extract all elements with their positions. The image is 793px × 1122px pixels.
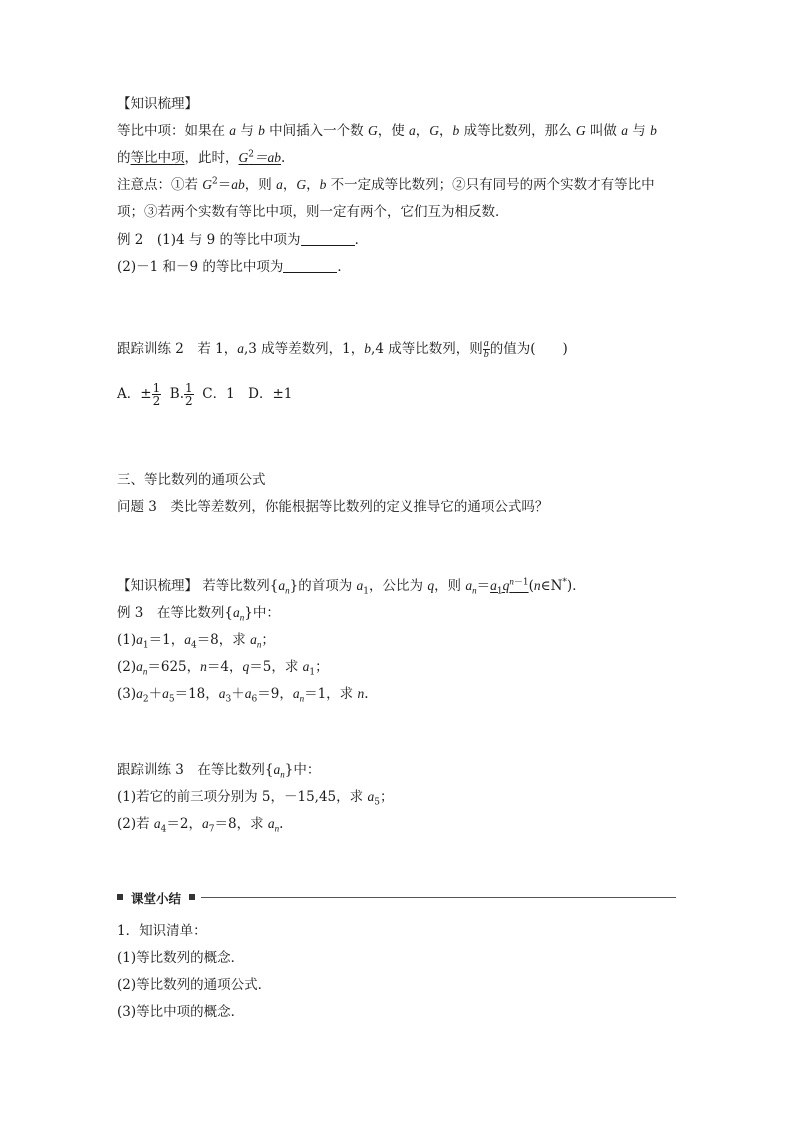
example-3-item-3: $(3)a_2+a_5=18$，$a_3+a_6=9$，$a_n=1$，求 n. [117,686,369,705]
summary-section-bar [117,889,676,907]
practice-3-item-2: (2)若 $a_4=2$，$a_7=8$，求 $a_n$. [117,816,284,835]
practice-3-item-1: (1)若它的前三项分别为 5，－15,45，求 $a_5$； [117,789,394,808]
summary-item-1: 1．知识清单： [117,923,207,939]
summary-item-2: (1)等比数列的概念． [117,950,245,966]
square-marker-icon [117,894,123,900]
option-c-d[interactable]: C．1 D．±1 [202,386,293,402]
answer-blank[interactable] [301,231,355,246]
fraction-a-over-b: $\frac{a}{b}$ [483,338,489,360]
section-3-title: 三、等比数列的通项公式 [117,472,266,488]
knowledge-heading: 【知识梳理】 [117,96,198,112]
example-3-item-1: $(1)a_1=1$，$a_4=8$，求 $a_n$； [117,632,275,651]
summary-bar-label: 课堂小结 [131,891,182,906]
option-b[interactable]: B. $\frac{1}{2}$ [169,381,193,408]
practice-3-title: 跟踪训练 3 在等比数列$\{a_n\}$中： [117,762,321,780]
question-3: 问题 3 类比等差数列，你能根据等比数列的定义推导它的通项公式吗？ [117,499,549,515]
example-3-title: 例 3 在等比数列$\{a_n\}$中： [117,605,280,623]
example-2-part-2: (2)－1 和－9 的等比中项为 ． [117,259,351,275]
general-term-formula: 【知识梳理】 若等比数列$\{a_n\}$的首项为 $a_1$，公比为 q，则 $a_n=a_1q^{n-1}(n\in N^*)$． [117,576,586,597]
note-line-2: 项；③若两个实数有等比中项，则一定有两个，它们互为相反数． [117,204,509,220]
summary-item-3: (2)等比数列的通项公式． [117,977,272,993]
note-line-1: 注意点：①若 $G^2=ab$，则 a，G，b 不一定成等比数列；②只有同号的两个实数才有等比中 [117,176,655,193]
divider [201,897,676,898]
geometric-mean-formula: 的等比中项，此时，$G^2=ab$. [117,149,286,166]
answer-blank[interactable] [283,258,337,273]
square-marker-icon [189,894,195,900]
option-a[interactable]: A．± $\frac{1}{2}$ [117,381,161,408]
example-2-part-1: 例 2 (1)4 与 9 的等比中项为 ． [117,232,369,248]
example-3-item-2: $(2)a_n=625$，n＝4，q＝5，求 $a_1$； [117,659,329,678]
summary-item-4: (3)等比中项的概念． [117,1004,245,1020]
practice-2-options [117,382,292,407]
practice-2-question: 跟踪训练 2 若 1，a,3 成等差数列，1，b,4 成等比数列，则 $\frac{a}{b}$ 的值为( ) [117,338,568,360]
geometric-mean-definition: 等比中项：如果在 a 与 b 中间插入一个数 G，使 a，G，b 成等比数列，那么 G 叫做 a 与 b [117,123,657,139]
